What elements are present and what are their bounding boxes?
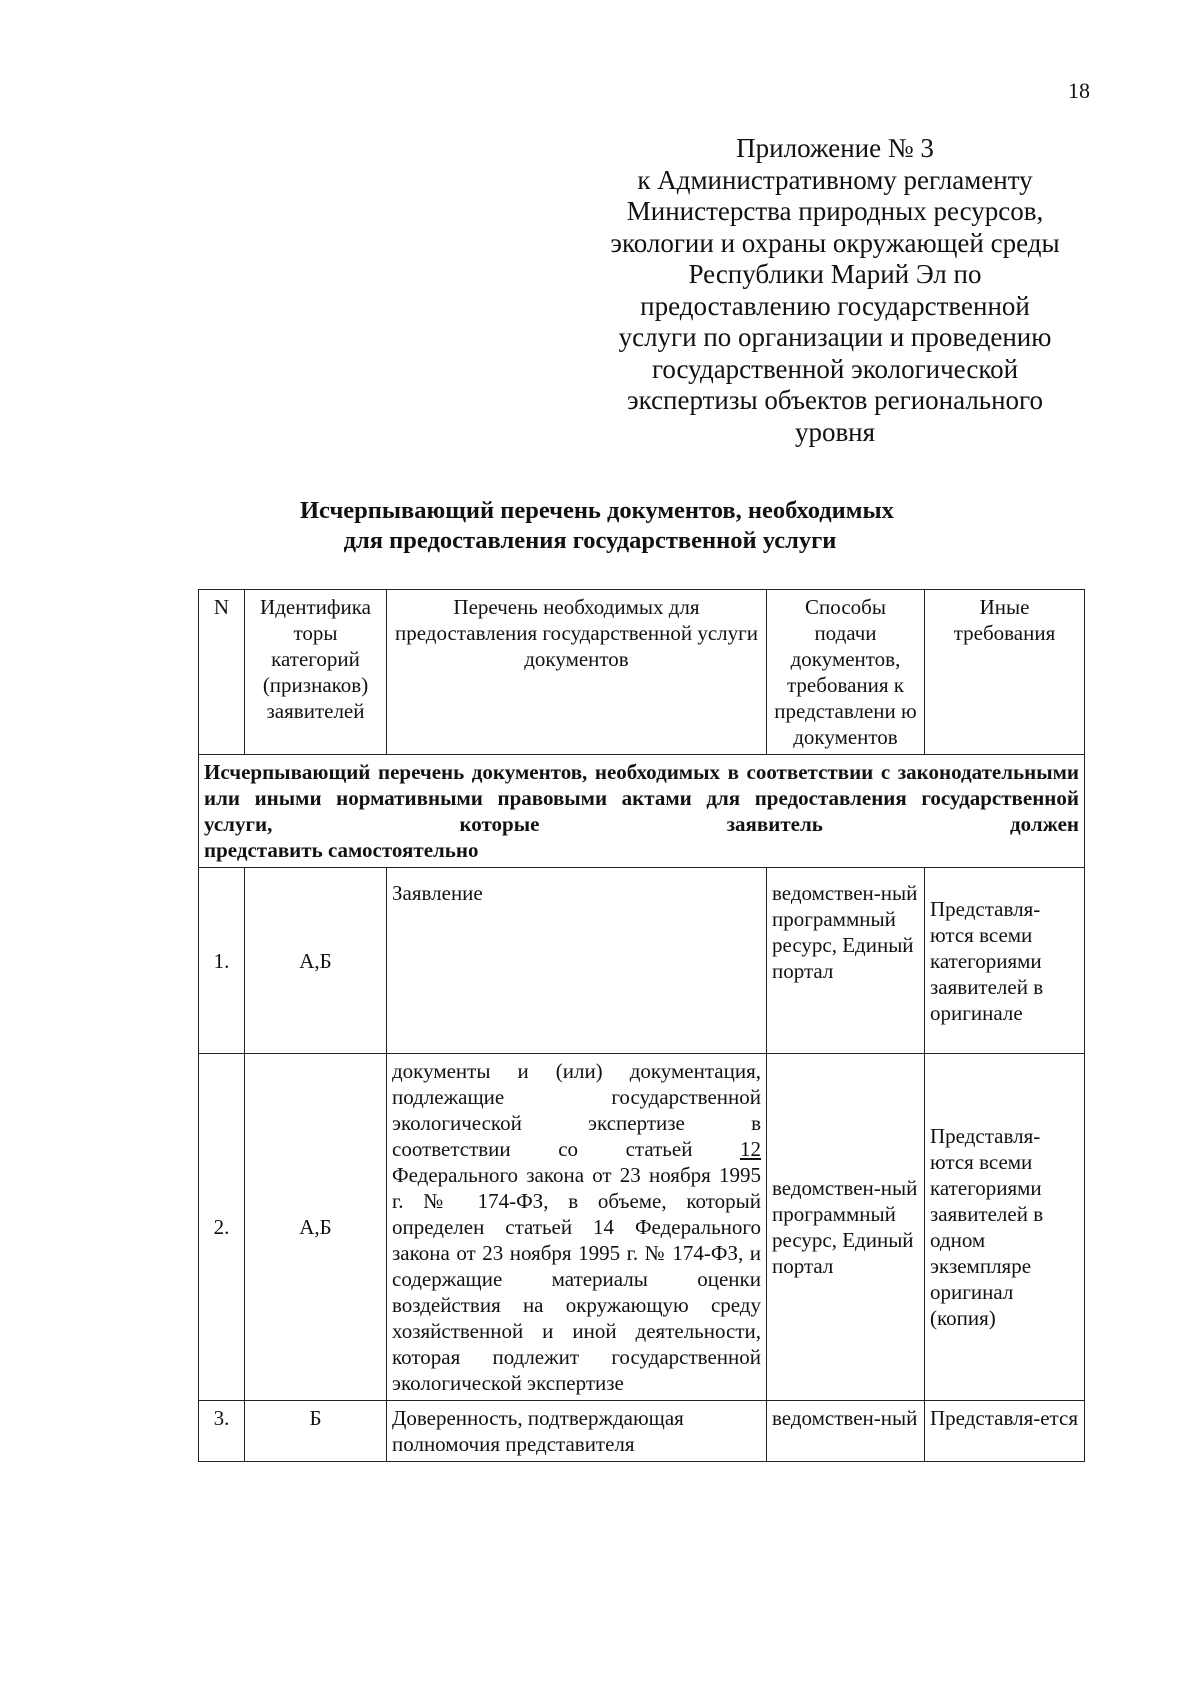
appendix-line: услуги по организации и проведению xyxy=(618,322,1052,352)
header-documents: Перечень необходимых для предоставления государственной услуги документов xyxy=(387,590,767,755)
row-categories: А,Б xyxy=(245,1054,387,1401)
row-number: 1. xyxy=(199,868,245,1054)
documents-table xyxy=(198,589,1085,1462)
appendix-line: Республики Марий Эл по xyxy=(688,259,982,289)
table-row xyxy=(199,1401,1085,1462)
row-document xyxy=(387,1054,767,1401)
row-categories: Б xyxy=(245,1401,387,1462)
appendix-line: государственной экологической xyxy=(651,353,1019,384)
section-title-end: представить самостоятельно xyxy=(204,838,479,862)
row-method: ведомствен-ный программный ресурс, Единый портал xyxy=(767,868,925,1054)
appendix-line: Министерства природных ресурсов, xyxy=(626,196,1044,226)
header-methods: Способы подачи документов, требования к представлени ю документов xyxy=(767,590,925,755)
row-document: Доверенность, подтверждающая полномочия представителя xyxy=(387,1401,767,1462)
appendix-line: предоставлению государственной xyxy=(640,290,1030,321)
row-other: Представля-ются всеми категориями заявителей в одном экземпляре оригинал (копия) xyxy=(925,1054,1085,1401)
row-document-part-b: Федерального закона от 23 ноября 1995 г. № 174-ФЗ, в объеме, который определен статьей 14 Федерального закона от 23 ноября 1995 г. № 174-ФЗ, и содержащие материалы оценки воздействия на окружающую среду хозяйственной и иной деятельности, которая подлежит государственной экологической экспертизе xyxy=(392,1163,761,1395)
row-other: Представля-ется xyxy=(925,1401,1085,1462)
table-row xyxy=(199,868,1085,1054)
row-document-part-a: документы и (или) документация, подлежащие государственной экологической экспертизе в соответствии со статьей xyxy=(392,1059,761,1161)
row-document: Заявление xyxy=(387,868,767,1054)
document-title xyxy=(300,496,894,556)
title-line: для предоставления государственной услуги xyxy=(343,527,837,554)
row-number: 3. xyxy=(199,1401,245,1462)
appendix-line: Приложение № 3 xyxy=(736,133,934,163)
header-other: Иные требования xyxy=(925,590,1085,755)
appendix-line: экспертизы объектов регионального xyxy=(627,385,1043,415)
row-method: ведомствен-ный xyxy=(767,1401,925,1462)
page-number: 18 xyxy=(1068,78,1090,103)
header-categories: Идентифика торы категорий (признаков) заявителей xyxy=(245,590,387,755)
appendix-line: к Административному регламенту xyxy=(637,164,1033,195)
header-num: N xyxy=(199,590,245,755)
section-title-text: Исчерпывающий перечень документов, необходимых в соответствии с законодательными или иными нормативными правовыми актами для предоставления государственной услуги, которые заявитель должен xyxy=(204,760,1079,836)
title-line: Исчерпывающий перечень документов, необходимых xyxy=(300,497,894,524)
article-link[interactable]: 12 xyxy=(740,1137,762,1161)
row-other: Представля-ются всеми категориями заявителей в оригинале xyxy=(925,868,1085,1054)
table-row xyxy=(199,1054,1085,1401)
appendix-line: экологии и охраны окружающей среды xyxy=(610,227,1060,258)
section-title xyxy=(199,755,1085,868)
section-title-row xyxy=(199,755,1085,868)
row-method: ведомствен-ный программный ресурс, Единый портал xyxy=(767,1054,925,1401)
table-header-row xyxy=(199,590,1085,755)
row-categories: А,Б xyxy=(245,868,387,1054)
appendix-header xyxy=(590,133,1080,448)
appendix-line: уровня xyxy=(794,416,876,447)
row-number: 2. xyxy=(199,1054,245,1401)
